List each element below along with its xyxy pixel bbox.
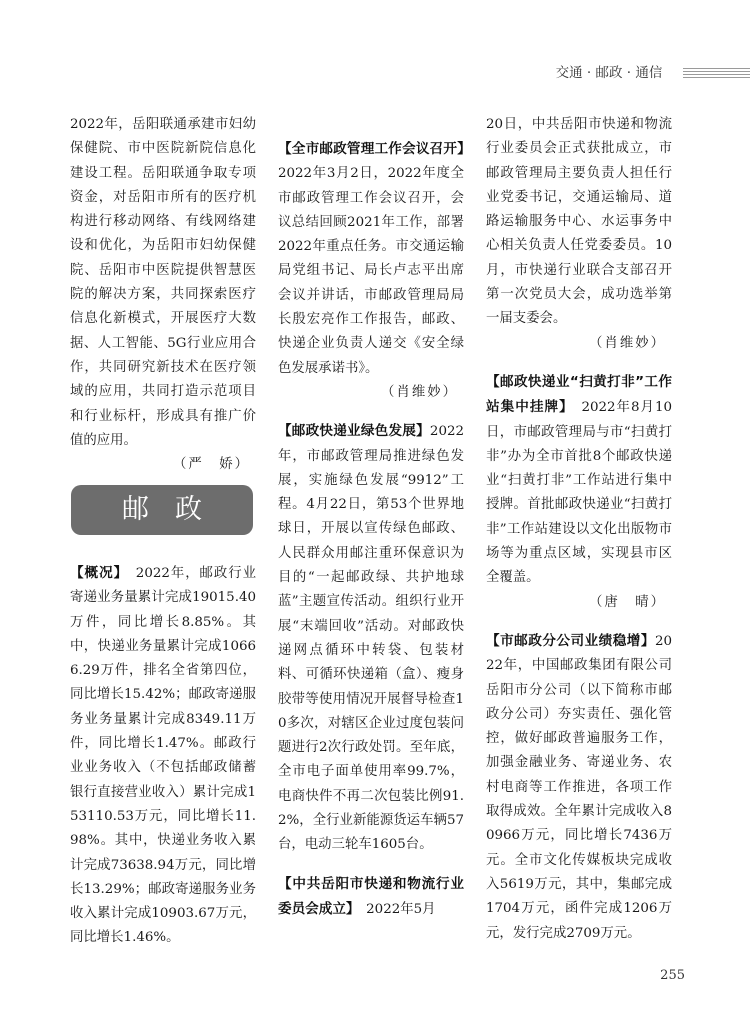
article-heading: 【全市邮政管理工作会议召开】	[278, 141, 464, 157]
column-2	[278, 137, 464, 922]
article-workstation	[486, 370, 672, 591]
article-body: 2022年，邮政行业寄递业务量累计完成19015.40万件，同比增长8.85%。其中，快递业务量累计完成10666.29万件，排名全省第四位，同比增长15.42%；邮政寄递服务业务量累计完成8349.11万件，同比增长1.47%。邮政行业业务收入（不包括邮政储蓄银行直接营业收入）累计完成153110.53万元，同比增长11.98%。其中，快递业务收入累计完成73638.94万元，同比增长13.29%；邮政寄递服务业务收入累计完成10903.67万元，同比增长1.46%。	[70, 566, 257, 946]
article-author: （唐 晴）	[589, 594, 666, 610]
overview-article	[70, 561, 256, 951]
article-heading: 【邮政快递业绿色发展】	[278, 423, 430, 440]
article-author: （肖维妙）	[381, 384, 458, 400]
article-body: 2022年5月	[366, 901, 436, 917]
article-heading: 【市邮政分公司业绩稳增】	[486, 632, 655, 649]
article-green	[278, 419, 464, 857]
article-body: 2022年3月2日，2022年度全市邮政管理工作会议召开，会议总结回顾2021年工作，部署2022年重点任务。市交通运输局党组书记、局长卢志平出席会议并讲话，市邮政管理局局长殷宏亮作工作报告，邮政、快递企业负责人递交《安全绿色发展承诺书》。	[278, 166, 464, 376]
column-1-overview	[70, 561, 256, 951]
article-heading: 【邮政快递业“扫黄打非”工作站集中挂牌】	[486, 373, 672, 416]
header-rule-lines	[683, 68, 750, 80]
article-heading: 【中共岳阳市快递和物流行业委员会成立】	[278, 875, 464, 917]
article-branch	[486, 629, 672, 946]
section-banner: 邮政	[71, 485, 253, 535]
article-body: 2022年8月10日，市邮政管理局与市“扫黄打非”办为全市首批8个邮政快递业“扫黄打非”工作站进行集中授牌。首批邮政快递业“扫黄打非”工作站建设以文化出版物市场等为重点区域，实现县市区全覆盖。	[486, 400, 673, 586]
page-number: 255	[660, 968, 685, 983]
article-heading: 【概况】	[70, 565, 122, 581]
article-meeting	[278, 137, 464, 381]
article-body: 2022年，市邮政管理局推进绿色发展，实施绿色发展“9912”工程。4月22日，第53个世界地球日，开展以宣传绿色邮政、人民群众用邮注重环保意识为目的“一起邮政绿、共护地球蓝”主题宣传活动。组织行业开展“末端回收”活动。对邮政快递网点循环中转袋、包装材料、可循环快递箱（盒）、瘦身胶带等使用情况开展督导检查10多次，对辖区企业过度包装问题进行2次行政处罚。至年底，全市电子面单使用率99.7%，电商快件不再二次包装比例91.2%，全行业新能源货运车辆57台，电动三轮车1605台。	[278, 424, 464, 853]
column-3	[486, 113, 672, 946]
article-author: （严 娇）	[173, 457, 250, 473]
article-committee	[278, 872, 464, 923]
article-body: 2022年，中国邮政集团有限公司岳阳市分公司（以下简称市邮政分公司）夯实责任、强化管控，做好邮政普遍服务工作，加强金融业务、寄递业务、农村电商等工作推进，各项工作取得成效。全年累计完成收入80966万元，同比增长7436万元。全市文化传媒板块完成收入5619万元，其中，集邮完成1704万元，函件完成1206万元，发行完成2709万元。	[486, 633, 672, 941]
article-author: （肖维妙）	[589, 335, 666, 351]
article-body: 2022年，岳阳联通承建市妇幼保健院、市中医院新院信息化建设工程。岳阳联通争取专项资金，对岳阳市所有的医疗机构进行移动网络、有线网络建设和优化，为岳阳市妇幼保健院、岳阳市中医院提供智慧医院的解决方案，共同探索医疗信息化新模式，开展医疗大数据、人工智能、5G行业应用合作，共同研究新技术在医疗领域的应用，共同打造示范项目和行业标杆，形成具有推广价值的应用。	[70, 117, 256, 448]
section-running-title: 交通 · 邮政 · 通信	[555, 65, 663, 81]
column-1	[70, 113, 256, 477]
article-body: 20日，中共岳阳市快递和物流行业委员会正式获批成立，市邮政管理局主要负责人担任行业党委书记，交通运输局、道路运输服务中心、水运事务中心相关负责人任党委委员。10月，市快递行业联合支部召开第一次党员大会，成功选举第一届支委会。	[486, 117, 672, 327]
